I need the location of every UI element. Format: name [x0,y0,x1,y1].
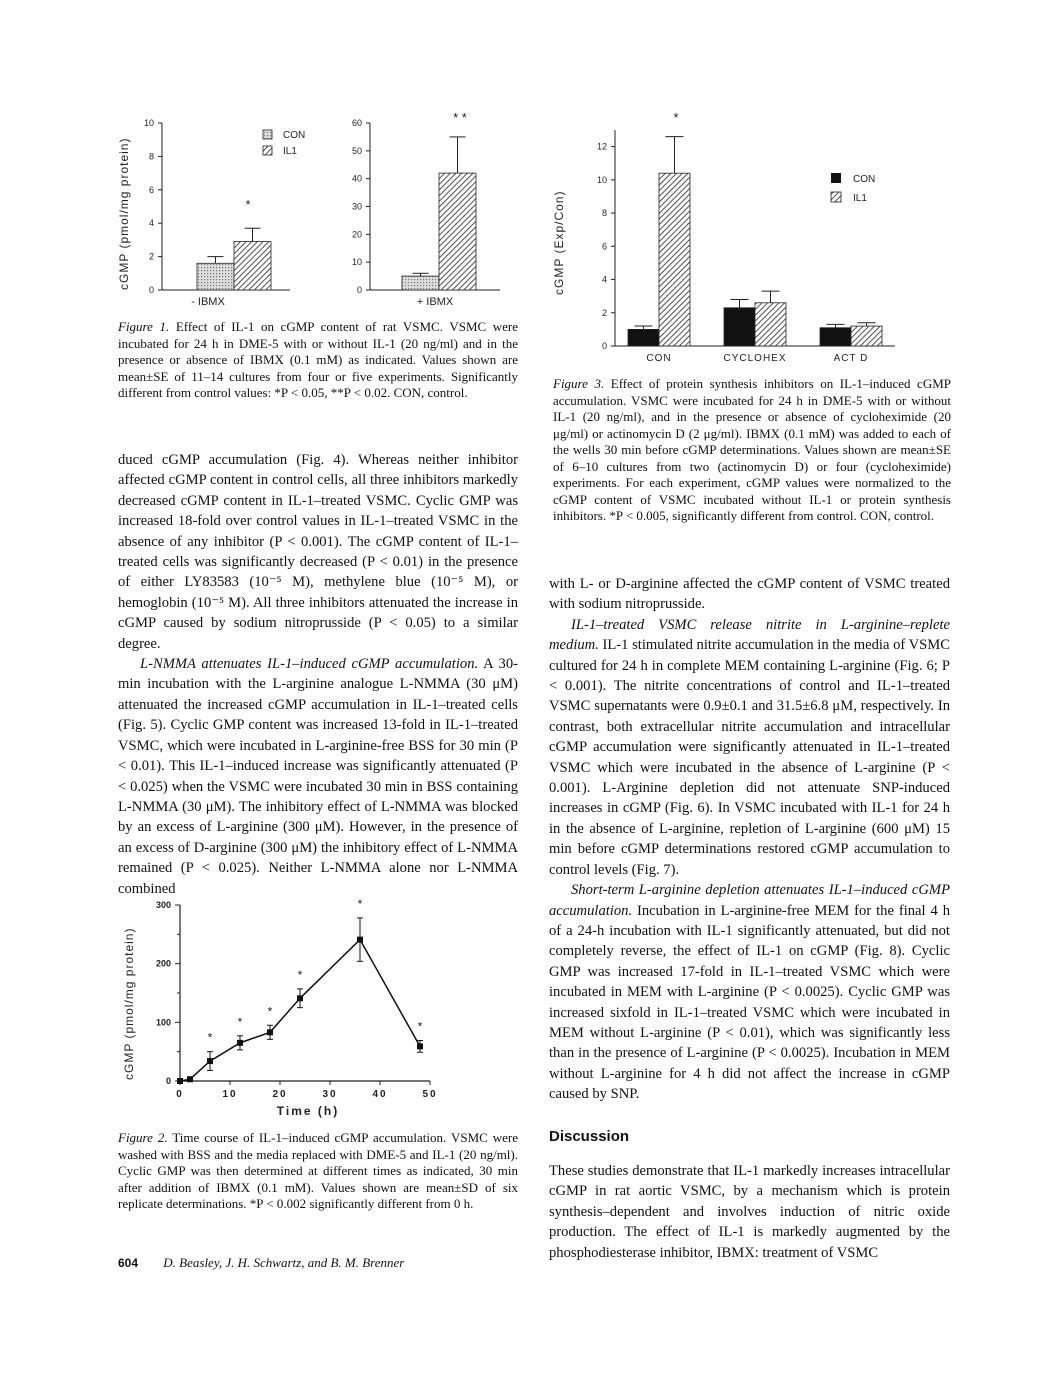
fig3-legend [831,173,875,204]
significance-star: * [207,1030,213,1045]
bar-con [724,308,755,346]
y-tick-label: 300 [155,900,171,910]
fig3-caption-label: Figure 3. [553,376,605,391]
right-paragraph-3 [549,880,950,1104]
x-tick-label: 30 [322,1089,338,1100]
x-tick-label: 0 [176,1089,184,1100]
right-paragraph-2-title: IL-1–treated VSMC release nitrite in L-arginine–replete medium. [549,616,950,654]
data-point [357,937,363,943]
y-tick-label: 8 [601,208,607,219]
y-tick-label: 12 [596,141,607,152]
figure-3-caption [553,376,951,525]
fig1-ylabel: cGMP (pmol/mg protein) [117,137,131,290]
bar-con [820,328,851,346]
figure-1-caption [118,319,518,402]
y-tick-label: 0 [148,285,154,295]
y-tick-label: 0 [601,341,607,351]
y-tick-label: 10 [351,257,362,268]
series-line [180,940,420,1081]
y-tick-label: 200 [155,958,171,969]
fig1-right-star: * * [453,110,467,125]
y-tick-label: 2 [148,251,154,262]
fig2-plot [156,897,438,1100]
left-paragraph-2 [118,654,518,899]
right-paragraph-4: These studies demonstrate that IL-1 markedly increases intracellular cGMP in rat aortic VSMC, by a mechanism which is protein synthesis–dependent and involves induction of nitric oxide production. The effect of IL-1 is markedly augmented by the phosphodiesterase inhibitor, IBMX: treatment of VSMC [549,1162,950,1261]
data-point [417,1043,423,1049]
x-category-label: ACT D [833,353,869,364]
significance-star: * [417,1019,423,1034]
x-category-label: CYCLOHEX [723,353,787,364]
legend-label-con: CON [283,130,306,141]
y-tick-label: 50 [351,145,362,156]
bar-con [402,276,439,290]
significance-star: * [297,967,303,982]
fig2-caption-text: Time course of IL-1–induced cGMP accumulation. VSMC were washed with BSS and the media replaced with DME-5 and IL-1 (20 ng/ml). Cyclic GMP was then determined at different times as indicated, 30 min after addition of IBMX (0.1 mM). Values shown are mean±SD of six replicate determinations. *P < 0.002 significantly different from 0 h. [118,1130,518,1211]
left-paragraph-2-title: L-NMMA attenuates IL-1–induced cGMP accumulation. [140,656,479,673]
figure-3-chart [540,100,940,370]
fig1-left-xlabel: - IBMX [191,296,225,308]
y-tick-label: 60 [351,118,362,128]
right-paragraph-2-text: IL-1 stimulated nitrite accumulation in the media of VSMC cultured for 24 h in complete MEM containing L-arginine (Fig. 6; P < 0.001). The nitrite concentrations of control and IL-1–treated VSMC supernatants were 0.9±0.1 and 31.5±6.8 μM, respectively. In contrast, both extracellular nitrite accumulation and intracellular cGMP accumulation were significantly attenuated in IL-1–treated VSMC which were incubated in the absence of L-arginine (P < 0.001). L-Arginine depletion did not attenuate SNP-induced increases in cGMP (Fig. 6). In VSMC incubated with IL-1 for 24 h in the absence of L-arginine, repletion of L-arginine (600 μM) 15 min before cGMP determinations restored cGMP accumulation to control levels (Fig. 7). [549,637,950,878]
y-tick-label: 10 [143,118,154,128]
fig1-caption-label: Figure 1. [118,319,170,334]
y-tick-label: 4 [148,218,154,229]
fig1-left-star: * [245,197,251,212]
y-tick-label: 0 [356,285,362,295]
y-tick-label: 2 [601,307,607,318]
bar-il1 [755,303,786,346]
x-tick-label: 20 [272,1089,288,1100]
figure-2-caption [118,1130,518,1213]
page-footer [118,1255,538,1271]
legend-label-con: CON [853,174,876,185]
figure-2-chart [105,880,525,1130]
y-tick-label: 0 [165,1076,171,1086]
figure-1-chart [105,105,525,315]
y-tick-label: 4 [601,274,607,285]
y-tick-label: 100 [155,1017,171,1028]
significance-star: * [357,896,363,911]
right-paragraph-2 [549,615,950,880]
y-tick-label: 10 [596,174,607,185]
right-paragraph-3-text: Incubation in L-arginine-free MEM for the final 4 h of a 24-h incubation with IL-1 significantly attenuated, but did not completely reverse, the effect of IL-1 on cGMP (Fig. 8). Cyclic GMP was increased 17-fold in IL-1–treated VSMC which were incubated in MEM with L-arginine (P < 0.0025). Cyclic GMP was increased sixfold in IL-1–treated VSMC which were incubated in MEM without L-arginine (P < 0.01), which was significantly less than in the presence of L-arginine (P < 0.0025). Incubation in MEM without L-arginine for 4 h did not affect the increase in cGMP caused by SNP. [549,902,950,1103]
left-paragraph-1: duced cGMP accumulation (Fig. 4). Whereas neither inhibitor affected cGMP content in control cells, all three inhibitors markedly decreased cGMP content in IL-1–treated VSMC. Cyclic GMP was increased 18-fold over control values in IL-1–treated VSMC in the absence of any inhibitor (P < 0.001). The cGMP content of IL-1–treated cells was significantly decreased (P < 0.01) in the presence of either LY83583 (10⁻⁵ M), methylene blue (10⁻⁵ M), or hemoglobin (10⁻⁵ M). All three inhibitors attenuated the increase in cGMP caused by sodium nitroprusside (P < 0.05) to a similar degree. [118,452,518,652]
fig1-left-panel [144,118,290,295]
right-paragraph-3-title: Short-term L-arginine depletion attenuates IL-1–induced cGMP accumulation. [549,882,950,919]
bar-il1 [851,326,882,346]
bar-il1 [439,173,476,290]
bar-con [197,263,234,290]
figure-3 [540,100,940,370]
x-tick-label: 50 [422,1089,438,1100]
data-point [177,1078,183,1084]
right-paragraph-1: with L- or D-arginine affected the cGMP content of VSMC treated with sodium nitroprusside. [549,576,950,613]
fig3-star: * [673,110,679,125]
y-tick-label: 20 [351,229,362,240]
legend-swatch-il1 [831,192,841,202]
bar-il1 [234,242,271,290]
fig1-caption-text: Effect of IL-1 on cGMP content of rat VSMC. VSMC were incubated for 24 h in DME-5 with or without IL-1 (20 ng/ml) and in the presence or absence of IBMX (0.1 mM) as indicated. Values shown are mean±SE of 11–14 cultures from four or five experiments. Significantly different from control values: *P < 0.05, **P < 0.02. CON, control. [118,319,519,400]
legend-swatch-con [831,173,841,183]
fig2-xlabel: Time (h) [276,1104,340,1118]
x-tick-label: 40 [372,1089,388,1100]
footer-authors: D. Beasley, J. H. Schwartz, and B. M. Brenner [163,1255,405,1270]
y-tick-label: 30 [351,201,362,212]
y-tick-label: 6 [148,184,154,195]
legend-label-il1: IL1 [853,193,867,204]
fig3-caption-text: Effect of protein synthesis inhibitors on IL-1–induced cGMP accumulation. VSMC were incubated for 24 h in DME-5 with or without IL-1 (20 ng/ml), and in the presence or absence of cycloheximide (20 μg/ml) or actinomycin D (2 μg/ml). IBMX (0.1 mM) was added to each of the wells 30 min before cGMP determinations. Values shown are mean±SE of 6–10 cultures from two (actinomycin D) or four (cycloheximide) experiments. For each experiment, cGMP values were normalized to the cGMP content of VSMC incubated without IL-1 or protein synthesis inhibitors. *P < 0.005, significantly different from control. CON, control. [553,376,952,523]
fig2-caption-label: Figure 2. [118,1130,168,1145]
figure-1 [105,105,525,315]
significance-star: * [267,1004,273,1019]
page-number: 604 [118,1256,139,1270]
legend-label-il1: IL1 [283,146,297,157]
x-category-label: CON [646,353,672,364]
fig3-ylabel: cGMP (Exp/Con) [552,190,566,295]
x-tick-label: 10 [222,1089,238,1100]
data-point [297,995,303,1001]
bar-con [628,329,659,346]
significance-star: * [237,1014,243,1029]
data-point [267,1029,273,1035]
fig1-right-xlabel: + IBMX [416,296,454,308]
y-tick-label: 6 [601,241,607,252]
data-point [187,1076,193,1082]
fig2-ylabel: cGMP (pmol/mg protein) [122,927,136,1080]
discussion-heading: Discussion [549,1127,630,1145]
data-point [237,1040,243,1046]
y-tick-label: 40 [351,173,362,184]
legend-swatch-il1 [263,146,272,155]
figure-2 [105,880,525,1130]
data-point [207,1058,213,1064]
legend-swatch-con [263,130,272,139]
fig1-legend [263,130,305,157]
left-column-text [118,450,518,899]
left-paragraph-2-text: A 30-min incubation with the L-arginine analogue L-NMMA (30 μM) attenuated the increased cGMP accumulation in IL-1–treated cells (Fig. 5). Cyclic GMP content was increased 13-fold in IL-1–treated VSMC, which were incubated in L-arginine-free BSS for 30 min (P < 0.01). This IL-1–induced increase was significantly attenuated (P < 0.025) when the VSMC were incubated 30 min in BSS containing L-NMMA (30 μM). The inhibitory effect of L-NMMA was blocked by an excess of L-arginine (300 μM). However, in the presence of an excess of D-arginine (300 μM) the inhibitory effect of L-NMMA remained (P < 0.025). Neither L-NMMA alone nor L-NMMA combined [118,656,518,897]
right-column-text [549,574,950,1263]
fig3-plot [597,130,895,364]
y-tick-label: 8 [148,151,154,162]
fig1-right-panel [352,118,500,295]
bar-il1 [659,173,690,346]
